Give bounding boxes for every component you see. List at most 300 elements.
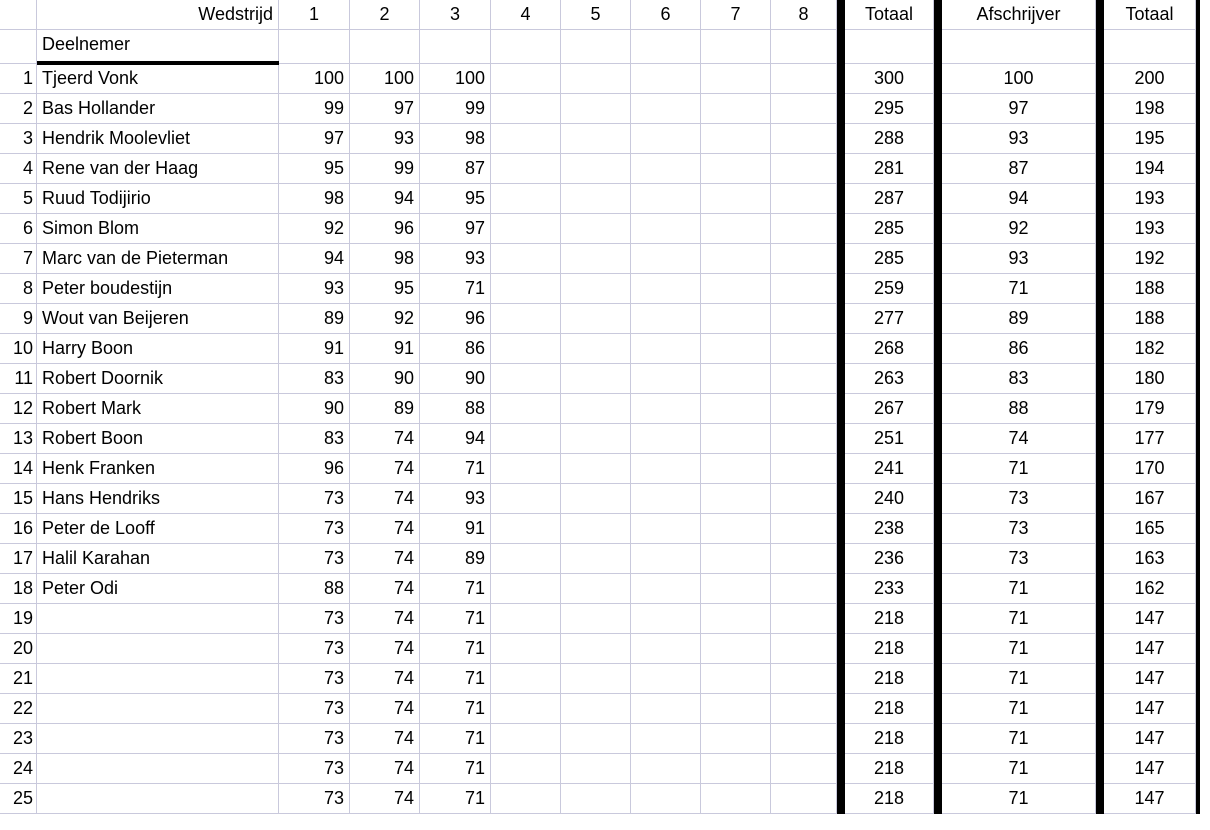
match-6-score-cell[interactable]	[631, 784, 701, 814]
match-4-score-cell[interactable]	[491, 514, 561, 544]
match-4-score-cell[interactable]	[491, 364, 561, 394]
total-cell[interactable]: 288	[845, 124, 934, 154]
net-total-cell[interactable]: 179	[1104, 394, 1196, 424]
match-2-score-cell[interactable]: 96	[350, 214, 420, 244]
match-4-score-cell[interactable]	[491, 334, 561, 364]
match-8-score-cell[interactable]	[771, 784, 837, 814]
match-4-score-cell[interactable]	[491, 544, 561, 574]
match-4-score-cell[interactable]	[491, 274, 561, 304]
net-total-cell[interactable]: 163	[1104, 544, 1196, 574]
match-6-score-cell[interactable]	[631, 424, 701, 454]
match-2-score-cell[interactable]: 100	[350, 64, 420, 94]
row-number[interactable]: 1	[0, 64, 37, 94]
row-number[interactable]: 2	[0, 94, 37, 124]
header-blank-cell[interactable]	[420, 30, 491, 64]
afschrijver-cell[interactable]: 92	[942, 214, 1096, 244]
match-3-score-cell[interactable]: 71	[420, 694, 491, 724]
match-3-score-cell[interactable]: 96	[420, 304, 491, 334]
header-match-4[interactable]: 4	[491, 0, 561, 30]
match-1-score-cell[interactable]: 73	[279, 664, 350, 694]
header-blank-cell[interactable]	[279, 30, 350, 64]
match-8-score-cell[interactable]	[771, 604, 837, 634]
match-3-score-cell[interactable]: 97	[420, 214, 491, 244]
match-2-score-cell[interactable]: 93	[350, 124, 420, 154]
match-8-score-cell[interactable]	[771, 484, 837, 514]
afschrijver-cell[interactable]: 71	[942, 724, 1096, 754]
match-3-score-cell[interactable]: 94	[420, 424, 491, 454]
total-cell[interactable]: 259	[845, 274, 934, 304]
match-7-score-cell[interactable]	[701, 754, 771, 784]
participant-name-cell[interactable]	[37, 694, 279, 724]
participant-name-cell[interactable]	[37, 634, 279, 664]
match-4-score-cell[interactable]	[491, 664, 561, 694]
total-cell[interactable]: 287	[845, 184, 934, 214]
match-3-score-cell[interactable]: 98	[420, 124, 491, 154]
net-total-cell[interactable]: 193	[1104, 214, 1196, 244]
header-blank-cell[interactable]	[1104, 30, 1196, 64]
match-5-score-cell[interactable]	[561, 184, 631, 214]
match-2-score-cell[interactable]: 74	[350, 634, 420, 664]
row-number[interactable]: 22	[0, 694, 37, 724]
match-6-score-cell[interactable]	[631, 634, 701, 664]
header-afschrijver[interactable]: Afschrijver	[942, 0, 1096, 30]
match-2-score-cell[interactable]: 74	[350, 454, 420, 484]
match-2-score-cell[interactable]: 74	[350, 664, 420, 694]
afschrijver-cell[interactable]: 73	[942, 484, 1096, 514]
row-number[interactable]: 23	[0, 724, 37, 754]
match-3-score-cell[interactable]: 71	[420, 724, 491, 754]
match-2-score-cell[interactable]: 90	[350, 364, 420, 394]
match-8-score-cell[interactable]	[771, 124, 837, 154]
total-cell[interactable]: 218	[845, 634, 934, 664]
match-5-score-cell[interactable]	[561, 124, 631, 154]
match-7-score-cell[interactable]	[701, 214, 771, 244]
match-7-score-cell[interactable]	[701, 514, 771, 544]
participant-name-cell[interactable]: Hans Hendriks	[37, 484, 279, 514]
net-total-cell[interactable]: 147	[1104, 604, 1196, 634]
match-6-score-cell[interactable]	[631, 184, 701, 214]
participant-name-cell[interactable]: Peter de Looff	[37, 514, 279, 544]
row-number[interactable]: 13	[0, 424, 37, 454]
afschrijver-cell[interactable]: 83	[942, 364, 1096, 394]
match-3-score-cell[interactable]: 90	[420, 364, 491, 394]
afschrijver-cell[interactable]: 71	[942, 784, 1096, 814]
match-8-score-cell[interactable]	[771, 64, 837, 94]
net-total-cell[interactable]: 188	[1104, 304, 1196, 334]
total-cell[interactable]: 285	[845, 244, 934, 274]
header-match-5[interactable]: 5	[561, 0, 631, 30]
match-5-score-cell[interactable]	[561, 424, 631, 454]
row-number[interactable]: 3	[0, 124, 37, 154]
match-1-score-cell[interactable]: 88	[279, 574, 350, 604]
row-number[interactable]: 5	[0, 184, 37, 214]
match-2-score-cell[interactable]: 98	[350, 244, 420, 274]
match-3-score-cell[interactable]: 71	[420, 274, 491, 304]
match-7-score-cell[interactable]	[701, 274, 771, 304]
match-1-score-cell[interactable]: 73	[279, 514, 350, 544]
match-8-score-cell[interactable]	[771, 424, 837, 454]
match-1-score-cell[interactable]: 73	[279, 754, 350, 784]
match-3-score-cell[interactable]: 71	[420, 664, 491, 694]
total-cell[interactable]: 295	[845, 94, 934, 124]
match-5-score-cell[interactable]	[561, 244, 631, 274]
match-4-score-cell[interactable]	[491, 154, 561, 184]
match-6-score-cell[interactable]	[631, 94, 701, 124]
net-total-cell[interactable]: 147	[1104, 724, 1196, 754]
match-2-score-cell[interactable]: 74	[350, 784, 420, 814]
match-5-score-cell[interactable]	[561, 64, 631, 94]
match-3-score-cell[interactable]: 87	[420, 154, 491, 184]
net-total-cell[interactable]: 193	[1104, 184, 1196, 214]
corner-cell[interactable]	[0, 0, 37, 30]
participant-name-cell[interactable]: Peter Odi	[37, 574, 279, 604]
net-total-cell[interactable]: 147	[1104, 784, 1196, 814]
row-number[interactable]: 12	[0, 394, 37, 424]
header-blank-cell[interactable]	[350, 30, 420, 64]
total-cell[interactable]: 218	[845, 754, 934, 784]
afschrijver-cell[interactable]: 71	[942, 604, 1096, 634]
match-3-score-cell[interactable]: 71	[420, 604, 491, 634]
match-7-score-cell[interactable]	[701, 454, 771, 484]
header-blank-cell[interactable]	[701, 30, 771, 64]
row-number[interactable]: 25	[0, 784, 37, 814]
participant-name-cell[interactable]	[37, 754, 279, 784]
header-match-1[interactable]: 1	[279, 0, 350, 30]
match-3-score-cell[interactable]: 71	[420, 454, 491, 484]
total-cell[interactable]: 218	[845, 694, 934, 724]
afschrijver-cell[interactable]: 71	[942, 574, 1096, 604]
participant-name-cell[interactable]	[37, 784, 279, 814]
match-2-score-cell[interactable]: 74	[350, 484, 420, 514]
header-deelnemer-label[interactable]: Deelnemer	[37, 30, 279, 64]
match-7-score-cell[interactable]	[701, 394, 771, 424]
match-1-score-cell[interactable]: 100	[279, 64, 350, 94]
total-cell[interactable]: 218	[845, 724, 934, 754]
match-1-score-cell[interactable]: 98	[279, 184, 350, 214]
match-7-score-cell[interactable]	[701, 724, 771, 754]
header-match-6[interactable]: 6	[631, 0, 701, 30]
match-8-score-cell[interactable]	[771, 694, 837, 724]
match-5-score-cell[interactable]	[561, 784, 631, 814]
participant-name-cell[interactable]	[37, 724, 279, 754]
match-6-score-cell[interactable]	[631, 454, 701, 484]
match-2-score-cell[interactable]: 95	[350, 274, 420, 304]
match-5-score-cell[interactable]	[561, 724, 631, 754]
participant-name-cell[interactable]: Marc van de Pieterman	[37, 244, 279, 274]
match-5-score-cell[interactable]	[561, 304, 631, 334]
match-8-score-cell[interactable]	[771, 214, 837, 244]
match-2-score-cell[interactable]: 99	[350, 154, 420, 184]
match-3-score-cell[interactable]: 89	[420, 544, 491, 574]
match-5-score-cell[interactable]	[561, 544, 631, 574]
header-totaal-net[interactable]: Totaal	[1104, 0, 1196, 30]
row-number[interactable]: 19	[0, 604, 37, 634]
participant-name-cell[interactable]: Halil Karahan	[37, 544, 279, 574]
net-total-cell[interactable]: 198	[1104, 94, 1196, 124]
match-1-score-cell[interactable]: 97	[279, 124, 350, 154]
afschrijver-cell[interactable]: 71	[942, 454, 1096, 484]
match-2-score-cell[interactable]: 97	[350, 94, 420, 124]
total-cell[interactable]: 241	[845, 454, 934, 484]
match-2-score-cell[interactable]: 92	[350, 304, 420, 334]
match-7-score-cell[interactable]	[701, 124, 771, 154]
match-5-score-cell[interactable]	[561, 334, 631, 364]
match-1-score-cell[interactable]: 73	[279, 784, 350, 814]
afschrijver-cell[interactable]: 86	[942, 334, 1096, 364]
match-6-score-cell[interactable]	[631, 244, 701, 274]
match-4-score-cell[interactable]	[491, 574, 561, 604]
header-wedstrijd-label[interactable]: Wedstrijd	[37, 0, 279, 30]
header-blank-cell[interactable]	[561, 30, 631, 64]
match-7-score-cell[interactable]	[701, 364, 771, 394]
match-8-score-cell[interactable]	[771, 244, 837, 274]
afschrijver-cell[interactable]: 100	[942, 64, 1096, 94]
match-4-score-cell[interactable]	[491, 394, 561, 424]
participant-name-cell[interactable]: Henk Franken	[37, 454, 279, 484]
afschrijver-cell[interactable]: 94	[942, 184, 1096, 214]
match-6-score-cell[interactable]	[631, 274, 701, 304]
total-cell[interactable]: 218	[845, 604, 934, 634]
header-blank-cell[interactable]	[0, 30, 37, 64]
match-4-score-cell[interactable]	[491, 64, 561, 94]
participant-name-cell[interactable]: Robert Boon	[37, 424, 279, 454]
participant-name-cell[interactable]: Rene van der Haag	[37, 154, 279, 184]
match-6-score-cell[interactable]	[631, 124, 701, 154]
participant-name-cell[interactable]: Harry Boon	[37, 334, 279, 364]
match-5-score-cell[interactable]	[561, 604, 631, 634]
row-number[interactable]: 24	[0, 754, 37, 784]
afschrijver-cell[interactable]: 73	[942, 514, 1096, 544]
row-number[interactable]: 7	[0, 244, 37, 274]
net-total-cell[interactable]: 180	[1104, 364, 1196, 394]
header-blank-cell[interactable]	[771, 30, 837, 64]
match-3-score-cell[interactable]: 86	[420, 334, 491, 364]
match-4-score-cell[interactable]	[491, 484, 561, 514]
match-3-score-cell[interactable]: 100	[420, 64, 491, 94]
match-6-score-cell[interactable]	[631, 364, 701, 394]
header-match-7[interactable]: 7	[701, 0, 771, 30]
row-number[interactable]: 8	[0, 274, 37, 304]
row-number[interactable]: 18	[0, 574, 37, 604]
match-6-score-cell[interactable]	[631, 154, 701, 184]
match-8-score-cell[interactable]	[771, 94, 837, 124]
participant-name-cell[interactable]: Simon Blom	[37, 214, 279, 244]
match-7-score-cell[interactable]	[701, 664, 771, 694]
match-3-score-cell[interactable]: 93	[420, 484, 491, 514]
total-cell[interactable]: 277	[845, 304, 934, 334]
afschrijver-cell[interactable]: 71	[942, 634, 1096, 664]
participant-name-cell[interactable]: Peter boudestijn	[37, 274, 279, 304]
afschrijver-cell[interactable]: 89	[942, 304, 1096, 334]
match-8-score-cell[interactable]	[771, 514, 837, 544]
net-total-cell[interactable]: 195	[1104, 124, 1196, 154]
match-2-score-cell[interactable]: 74	[350, 574, 420, 604]
match-6-score-cell[interactable]	[631, 694, 701, 724]
afschrijver-cell[interactable]: 71	[942, 754, 1096, 784]
match-8-score-cell[interactable]	[771, 304, 837, 334]
match-1-score-cell[interactable]: 91	[279, 334, 350, 364]
match-6-score-cell[interactable]	[631, 334, 701, 364]
match-1-score-cell[interactable]: 93	[279, 274, 350, 304]
row-number[interactable]: 4	[0, 154, 37, 184]
total-cell[interactable]: 267	[845, 394, 934, 424]
match-5-score-cell[interactable]	[561, 274, 631, 304]
match-5-score-cell[interactable]	[561, 154, 631, 184]
net-total-cell[interactable]: 162	[1104, 574, 1196, 604]
participant-name-cell[interactable]	[37, 604, 279, 634]
match-2-score-cell[interactable]: 91	[350, 334, 420, 364]
match-1-score-cell[interactable]: 94	[279, 244, 350, 274]
match-2-score-cell[interactable]: 74	[350, 544, 420, 574]
afschrijver-cell[interactable]: 93	[942, 244, 1096, 274]
match-7-score-cell[interactable]	[701, 154, 771, 184]
match-1-score-cell[interactable]: 73	[279, 694, 350, 724]
match-1-score-cell[interactable]: 73	[279, 484, 350, 514]
match-1-score-cell[interactable]: 73	[279, 634, 350, 664]
match-2-score-cell[interactable]: 94	[350, 184, 420, 214]
participant-name-cell[interactable]: Robert Mark	[37, 394, 279, 424]
match-1-score-cell[interactable]: 83	[279, 364, 350, 394]
match-8-score-cell[interactable]	[771, 184, 837, 214]
total-cell[interactable]: 300	[845, 64, 934, 94]
match-7-score-cell[interactable]	[701, 64, 771, 94]
match-6-score-cell[interactable]	[631, 724, 701, 754]
match-3-score-cell[interactable]: 91	[420, 514, 491, 544]
match-3-score-cell[interactable]: 71	[420, 784, 491, 814]
match-6-score-cell[interactable]	[631, 544, 701, 574]
match-1-score-cell[interactable]: 73	[279, 604, 350, 634]
match-7-score-cell[interactable]	[701, 424, 771, 454]
row-number[interactable]: 14	[0, 454, 37, 484]
match-3-score-cell[interactable]: 71	[420, 754, 491, 784]
match-7-score-cell[interactable]	[701, 694, 771, 724]
match-7-score-cell[interactable]	[701, 334, 771, 364]
match-3-score-cell[interactable]: 95	[420, 184, 491, 214]
match-2-score-cell[interactable]: 74	[350, 724, 420, 754]
match-1-score-cell[interactable]: 83	[279, 424, 350, 454]
total-cell[interactable]: 236	[845, 544, 934, 574]
row-number[interactable]: 6	[0, 214, 37, 244]
row-number[interactable]: 16	[0, 514, 37, 544]
net-total-cell[interactable]: 200	[1104, 64, 1196, 94]
match-4-score-cell[interactable]	[491, 304, 561, 334]
header-blank-cell[interactable]	[845, 30, 934, 64]
total-cell[interactable]: 281	[845, 154, 934, 184]
match-4-score-cell[interactable]	[491, 184, 561, 214]
match-5-score-cell[interactable]	[561, 364, 631, 394]
match-8-score-cell[interactable]	[771, 574, 837, 604]
match-5-score-cell[interactable]	[561, 94, 631, 124]
match-3-score-cell[interactable]: 93	[420, 244, 491, 274]
afschrijver-cell[interactable]: 73	[942, 544, 1096, 574]
match-3-score-cell[interactable]: 71	[420, 634, 491, 664]
match-2-score-cell[interactable]: 74	[350, 754, 420, 784]
match-5-score-cell[interactable]	[561, 634, 631, 664]
row-number[interactable]: 17	[0, 544, 37, 574]
total-cell[interactable]: 285	[845, 214, 934, 244]
header-blank-cell[interactable]	[942, 30, 1096, 64]
afschrijver-cell[interactable]: 97	[942, 94, 1096, 124]
total-cell[interactable]: 240	[845, 484, 934, 514]
match-8-score-cell[interactable]	[771, 634, 837, 664]
header-totaal[interactable]: Totaal	[845, 0, 934, 30]
participant-name-cell[interactable]	[37, 664, 279, 694]
match-7-score-cell[interactable]	[701, 604, 771, 634]
participant-name-cell[interactable]: Wout van Beijeren	[37, 304, 279, 334]
match-7-score-cell[interactable]	[701, 574, 771, 604]
match-8-score-cell[interactable]	[771, 544, 837, 574]
net-total-cell[interactable]: 170	[1104, 454, 1196, 484]
match-6-score-cell[interactable]	[631, 574, 701, 604]
match-5-score-cell[interactable]	[561, 394, 631, 424]
header-blank-cell[interactable]	[491, 30, 561, 64]
net-total-cell[interactable]: 188	[1104, 274, 1196, 304]
match-8-score-cell[interactable]	[771, 394, 837, 424]
match-1-score-cell[interactable]: 99	[279, 94, 350, 124]
afschrijver-cell[interactable]: 71	[942, 694, 1096, 724]
match-8-score-cell[interactable]	[771, 454, 837, 484]
match-6-score-cell[interactable]	[631, 214, 701, 244]
row-number[interactable]: 15	[0, 484, 37, 514]
afschrijver-cell[interactable]: 71	[942, 274, 1096, 304]
match-5-score-cell[interactable]	[561, 514, 631, 544]
match-4-score-cell[interactable]	[491, 694, 561, 724]
row-number[interactable]: 21	[0, 664, 37, 694]
match-6-score-cell[interactable]	[631, 604, 701, 634]
match-4-score-cell[interactable]	[491, 724, 561, 754]
match-7-score-cell[interactable]	[701, 634, 771, 664]
match-4-score-cell[interactable]	[491, 424, 561, 454]
match-6-score-cell[interactable]	[631, 304, 701, 334]
match-6-score-cell[interactable]	[631, 514, 701, 544]
match-5-score-cell[interactable]	[561, 694, 631, 724]
total-cell[interactable]: 233	[845, 574, 934, 604]
match-4-score-cell[interactable]	[491, 754, 561, 784]
match-2-score-cell[interactable]: 89	[350, 394, 420, 424]
afschrijver-cell[interactable]: 74	[942, 424, 1096, 454]
net-total-cell[interactable]: 147	[1104, 634, 1196, 664]
match-7-score-cell[interactable]	[701, 94, 771, 124]
row-number[interactable]: 20	[0, 634, 37, 664]
match-1-score-cell[interactable]: 92	[279, 214, 350, 244]
match-7-score-cell[interactable]	[701, 484, 771, 514]
afschrijver-cell[interactable]: 93	[942, 124, 1096, 154]
participant-name-cell[interactable]: Hendrik Moolevliet	[37, 124, 279, 154]
total-cell[interactable]: 251	[845, 424, 934, 454]
total-cell[interactable]: 268	[845, 334, 934, 364]
net-total-cell[interactable]: 194	[1104, 154, 1196, 184]
net-total-cell[interactable]: 147	[1104, 694, 1196, 724]
match-8-score-cell[interactable]	[771, 664, 837, 694]
total-cell[interactable]: 218	[845, 784, 934, 814]
match-5-score-cell[interactable]	[561, 214, 631, 244]
net-total-cell[interactable]: 192	[1104, 244, 1196, 274]
header-match-2[interactable]: 2	[350, 0, 420, 30]
match-6-score-cell[interactable]	[631, 754, 701, 784]
net-total-cell[interactable]: 167	[1104, 484, 1196, 514]
match-1-score-cell[interactable]: 73	[279, 544, 350, 574]
match-7-score-cell[interactable]	[701, 784, 771, 814]
net-total-cell[interactable]: 165	[1104, 514, 1196, 544]
match-8-score-cell[interactable]	[771, 724, 837, 754]
match-6-score-cell[interactable]	[631, 64, 701, 94]
match-5-score-cell[interactable]	[561, 454, 631, 484]
match-3-score-cell[interactable]: 88	[420, 394, 491, 424]
match-2-score-cell[interactable]: 74	[350, 694, 420, 724]
header-match-3[interactable]: 3	[420, 0, 491, 30]
participant-name-cell[interactable]: Bas Hollander	[37, 94, 279, 124]
match-8-score-cell[interactable]	[771, 154, 837, 184]
